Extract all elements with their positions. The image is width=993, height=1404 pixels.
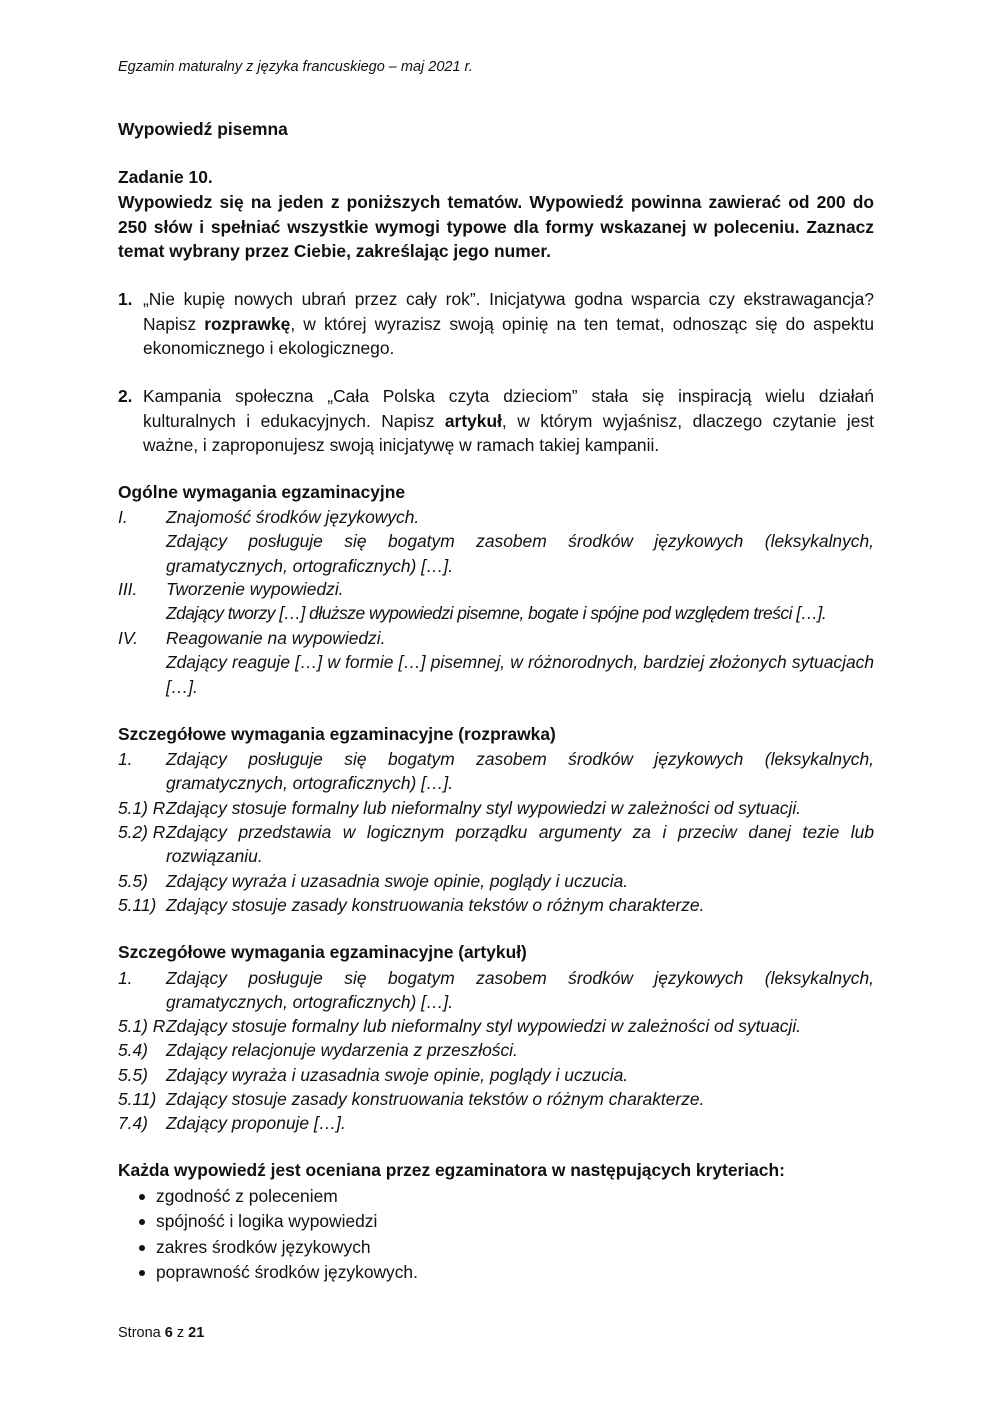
general-requirement	[118, 577, 874, 626]
essay-requirement	[118, 820, 874, 869]
requirement-code: 1.	[118, 749, 133, 769]
requirement-description: Zdający reaguje […] w formie […] pisemnej, w różnorodnych, bardziej złożonych sytuacjach […].	[166, 652, 874, 697]
article-requirements-title: Szczegółowe wymagania egzaminacyjne (artykuł)	[118, 942, 527, 962]
article-requirement	[118, 1111, 874, 1135]
requirement-code: IV.	[118, 628, 138, 648]
task-title: Zadanie 10.	[118, 167, 213, 187]
requirement-name: Znajomość środków językowych.	[166, 507, 420, 527]
criteria-item: poprawność środków językowych.	[138, 1260, 418, 1285]
topic-number[interactable]: 1.	[118, 289, 133, 309]
essay-requirement	[118, 893, 874, 917]
requirement-code: 5.1) R	[118, 798, 166, 818]
topic-2[interactable]	[118, 384, 874, 458]
essay-requirement	[118, 869, 874, 893]
topic-1[interactable]	[118, 287, 874, 361]
requirement-code: 7.4)	[118, 1113, 148, 1133]
requirement-code: 5.4)	[118, 1040, 148, 1060]
requirement-text: Zdający posługuje się bogatym zasobem środków językowych (leksykalnych, gramatycznych, ortograficznych) […].	[166, 749, 874, 794]
criteria-title: Każda wypowiedź jest oceniana przez egzaminatora w następujących kryteriach:	[118, 1160, 785, 1180]
topic-text: , w którym wyjaśnisz, dlaczego czytanie jest ważne, i zaproponujesz swoją inicjatywę w ramach takiej kampanii.	[143, 410, 874, 455]
general-requirement	[118, 505, 874, 578]
topic-number[interactable]: 2.	[118, 386, 133, 406]
requirement-text: Zdający posługuje się bogatym zasobem środków językowych (leksykalnych, gramatycznych, ortograficznych) […].	[166, 968, 874, 1013]
criteria-item: zgodność z poleceniem	[138, 1184, 418, 1209]
criteria-list	[138, 1184, 418, 1285]
footer-page-number: 6	[164, 1325, 173, 1341]
requirement-text: Zdający stosuje formalny lub nieformalny styl wypowiedzi w zależności od sytuacji.	[166, 798, 802, 818]
requirement-text: Zdający wyraża i uzasadnia swoje opinie, poglądy i uczucia.	[166, 1065, 629, 1085]
footer-total-pages: 21	[188, 1325, 205, 1341]
requirement-text: Zdający relacjonuje wydarzenia z przeszłości.	[166, 1040, 518, 1060]
section-title: Wypowiedź pisemna	[118, 119, 288, 139]
task-instructions: Wypowiedz się na jeden z poniższych tematów. Wypowiedź powinna zawierać od 200 do 250 słów i spełniać wszystkie wymogi typowe dla formy wskazanej w poleceniu. Zaznacz temat wybrany przez Ciebie, zakreślając jego numer.	[118, 192, 874, 261]
requirement-code: I.	[118, 507, 128, 527]
page-footer	[118, 1325, 204, 1341]
article-requirement	[118, 1038, 874, 1062]
page-header: Egzamin maturalny z języka francuskiego – maj 2021 r.	[118, 59, 473, 75]
topic-text: „Nie kupię nowych ubrań przez cały rok”. Inicjatywa godna wsparcia czy ekstrawagancja? Napisz	[143, 289, 874, 334]
topic-text: Kampania społeczna „Cała Polska czyta dzieciom” stała się inspiracją wielu działań kulturalnych i edukacyjnych. Napisz	[143, 386, 874, 431]
requirement-description: Zdający tworzy […] dłuższe wypowiedzi pisemne, bogate i spójne pod względem treści […].	[166, 603, 827, 624]
article-requirement	[118, 1014, 874, 1038]
criteria-item: zakres środków językowych	[138, 1235, 418, 1260]
requirement-text: Zdający stosuje zasady konstruowania tekstów o różnym charakterze.	[166, 1089, 705, 1109]
requirement-code: III.	[118, 579, 138, 599]
topic-form: rozprawkę	[204, 313, 291, 334]
requirement-code: 5.5)	[118, 1065, 148, 1085]
requirement-code: 5.1) R	[118, 1016, 166, 1036]
article-requirement	[118, 1063, 874, 1087]
requirement-name: Reagowanie na wypowiedzi.	[166, 628, 386, 648]
requirement-text: Zdający stosuje formalny lub nieformalny styl wypowiedzi w zależności od sytuacji.	[166, 1016, 802, 1036]
essay-requirement	[118, 796, 874, 820]
general-requirements-title: Ogólne wymagania egzaminacyjne	[118, 482, 406, 502]
requirement-text: Zdający przedstawia w logicznym porządku argumenty za i przeciw danej tezie lub rozwiązaniu.	[166, 822, 874, 867]
footer-separator: z	[172, 1325, 189, 1341]
requirement-code: 5.11)	[118, 895, 157, 915]
requirement-name: Tworzenie wypowiedzi.	[166, 579, 344, 599]
topic-text: , w której wyrazisz swoją opinię na ten temat, odnosząc się do aspektu ekonomicznego i ekologicznego.	[143, 313, 874, 358]
essay-requirement	[118, 747, 874, 796]
requirement-code: 5.2) R	[118, 822, 166, 842]
general-requirement	[118, 626, 874, 699]
requirement-code: 5.11)	[118, 1089, 157, 1109]
criteria-item: spójność i logika wypowiedzi	[138, 1209, 418, 1234]
article-requirement	[118, 1087, 874, 1111]
essay-requirements-title: Szczegółowe wymagania egzaminacyjne (rozprawka)	[118, 724, 556, 744]
requirement-code: 5.5)	[118, 871, 148, 891]
requirement-text: Zdający proponuje […].	[166, 1113, 346, 1133]
article-requirement	[118, 966, 874, 1015]
requirement-text: Zdający stosuje zasady konstruowania tekstów o różnym charakterze.	[166, 895, 705, 915]
requirement-description: Zdający posługuje się bogatym zasobem środków językowych (leksykalnych, gramatycznych, ortograficznych) […].	[166, 531, 874, 576]
requirement-code: 1.	[118, 968, 133, 988]
footer-prefix: Strona	[118, 1325, 165, 1341]
requirement-text: Zdający wyraża i uzasadnia swoje opinie, poglądy i uczucia.	[166, 871, 629, 891]
topic-form: artykuł	[444, 410, 502, 431]
